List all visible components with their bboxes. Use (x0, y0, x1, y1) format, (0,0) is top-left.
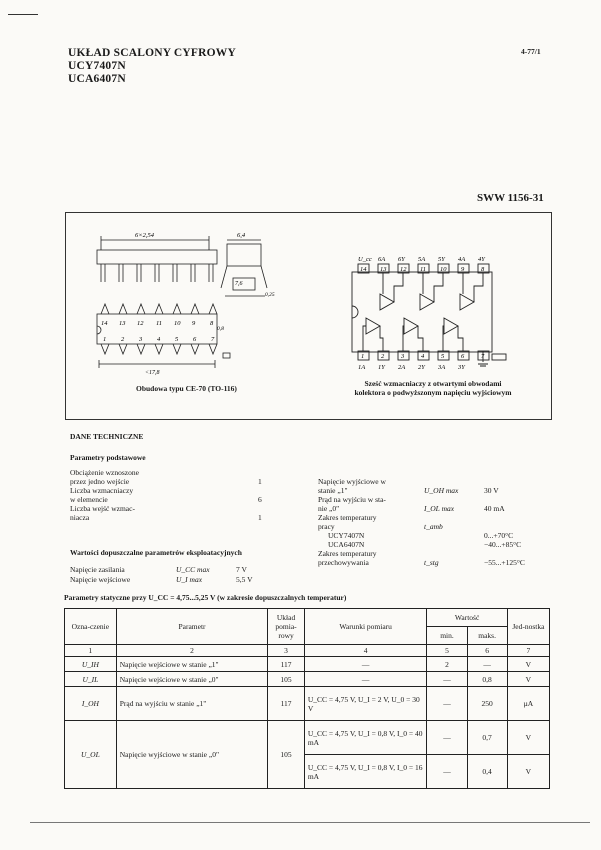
dim-pin: 0,8 (217, 326, 224, 332)
left-figure-caption: Obudowa typu CE-70 (TO-116) (136, 384, 237, 393)
pin-number: 9 (461, 266, 465, 273)
package-drawing (75, 222, 300, 377)
package-pin-numbers (101, 320, 215, 343)
basic-row: UCY7407N 0...+70°C (328, 531, 514, 540)
right-figure-caption (338, 379, 528, 397)
top-left-mark (8, 14, 38, 15)
pkg-pin: 4 (157, 336, 161, 343)
pkg-pin: 2 (121, 336, 125, 343)
pin-label: 4A (458, 256, 466, 263)
col-header: Ozna-czenie (65, 609, 117, 645)
dim-pitch: 6×2,54 (135, 232, 155, 239)
pin-label: 3A (438, 364, 446, 371)
pkg-pin: 11 (156, 320, 163, 327)
pkg-pin: 1 (103, 336, 107, 343)
pkg-pin: 14 (101, 320, 108, 327)
basic-params-title: Parametry podstawowe (70, 453, 146, 462)
pin-label: 3Y (458, 364, 465, 371)
pin-label: 1A (358, 364, 366, 371)
limit-row: Napięcie wejściowe U_I max 5,5 V (70, 575, 253, 584)
pkg-pin: 3 (139, 336, 143, 343)
table-row: U_IH Napięcie wejściowe w stanie „1" 117 — 2 — V (65, 657, 550, 672)
table-row: I_OH Prąd na wyjściu w stanie „1" 117 U_CC = 4,75 V, U_I = 2 V, U_0 = 30 V — 250 µA (65, 687, 550, 721)
pin-number: 4 (421, 353, 425, 360)
pkg-pin: 10 (174, 320, 181, 327)
section-title: DANE TECHNICZNE (70, 432, 144, 441)
pin-label: 6Y (398, 256, 405, 263)
pin-number: 12 (400, 266, 407, 273)
col-header-group: Wartość (427, 609, 507, 627)
col-header: maks. (467, 627, 507, 645)
static-params-table (64, 608, 550, 789)
dim-length: <17,8 (145, 370, 160, 376)
pin-label: U_cc (358, 256, 372, 263)
basic-row: Obciążenie wznoszone przez jedno wejście 1 (70, 468, 262, 486)
logic-diagram (340, 250, 520, 375)
pin-number: 6 (461, 353, 465, 360)
limits-title: Wartości dopuszczalne parametrów eksploatacyjnych (70, 548, 242, 557)
pin-label: 6A (378, 256, 386, 263)
part-number-2: UCA6407N (68, 73, 126, 85)
col-header: Parametr (116, 609, 268, 645)
limit-row: Napięcie zasilania U_CC max 7 V (70, 565, 247, 574)
limits-list (70, 565, 300, 585)
col-header: min. (427, 627, 467, 645)
dim-lead: 0,25 (265, 292, 275, 298)
pkg-pin: 6 (193, 336, 197, 343)
basic-row: Liczba wzmacniaczy w elemencie 6 (70, 486, 262, 504)
basic-params-left (70, 468, 270, 522)
pin-label: 2A (398, 364, 406, 371)
table-row: U_CC = 4,75 V, U_I = 0,8 V, I_0 = 16 mA — 0,4 V (65, 755, 550, 789)
page-ref: 4-77/1 (521, 47, 541, 56)
part-number-1: UCY7407N (68, 60, 126, 72)
pkg-pin: 9 (192, 320, 196, 327)
basic-row: Zakres temperatury przechowywania t_stg −55...+125°C (318, 549, 525, 567)
pin-number: 10 (440, 266, 447, 273)
pin-number: 3 (401, 353, 405, 360)
table-row: U_IL Napięcie wejściowe w stanie „0" 105 — — 0,8 V (65, 672, 550, 687)
column-number-row: 1 2 3 4 5 6 7 (65, 645, 550, 657)
title-block (68, 47, 236, 86)
pkg-pin: 5 (175, 336, 179, 343)
table-row: U_OL Napięcie wyjściowe w stanie „0" 105 U_CC = 4,75 V, U_I = 0,8 V, I_0 = 40 mA — 0,7 V (65, 721, 550, 755)
col-header: Warunki pomiaru (304, 609, 427, 645)
pkg-pin: 7 (211, 336, 215, 343)
pin-label: 5Y (438, 256, 445, 263)
pin-number: 8 (481, 266, 485, 273)
pin-number: 2 (381, 353, 385, 360)
pin-number: 11 (420, 266, 427, 273)
bottom-rule (30, 822, 590, 823)
pkg-pin: 13 (119, 320, 126, 327)
pin-number: 14 (360, 266, 367, 273)
dim-width: 6,4 (237, 232, 246, 239)
pin-label: 4Y (478, 256, 485, 263)
pkg-pin: 12 (137, 320, 144, 327)
pkg-pin: 8 (210, 320, 214, 327)
basic-params-right (318, 477, 558, 567)
doc-code: SWW 1156-31 (477, 192, 544, 204)
pin-number: 1 (361, 353, 365, 360)
col-header: Jed-nostka (507, 609, 549, 645)
basic-row: Napięcie wyjściowe w stanie „1" U_OH max 30 V (318, 477, 499, 495)
basic-row: Prąd na wyjściu w sta- nie „0" I_OL max 40 mA (318, 495, 505, 513)
basic-row: UCA6407N −40...+85°C (328, 540, 522, 549)
basic-row: Zakres temperatury pracy t_amb (318, 513, 443, 531)
col-header: Układ pomia-rowy (268, 609, 305, 645)
basic-row: Liczba wejść wzmac- niacza 1 (70, 504, 262, 522)
static-params-title: Parametry statyczne przy U_CC = 4,75...5,25 V (w zakresie dopuszczalnych temperatur) (64, 593, 347, 602)
right-caption-line1: Sześć wzmacniaczy z otwartymi obwodami (364, 379, 502, 388)
pin-number: 13 (380, 266, 387, 273)
pin-number: 5 (441, 353, 445, 360)
right-caption-line2: kolektora o podwyższonym napięciu wyjściowym (354, 388, 512, 397)
pin-number: 7 (481, 353, 485, 360)
page-title: UKŁAD SCALONY CYFROWY (68, 47, 236, 59)
dim-body: 7,6 (235, 281, 243, 287)
pin-label: 5A (418, 256, 426, 263)
pin-label: 2Y (418, 364, 425, 371)
pin-label: 1Y (378, 364, 385, 371)
